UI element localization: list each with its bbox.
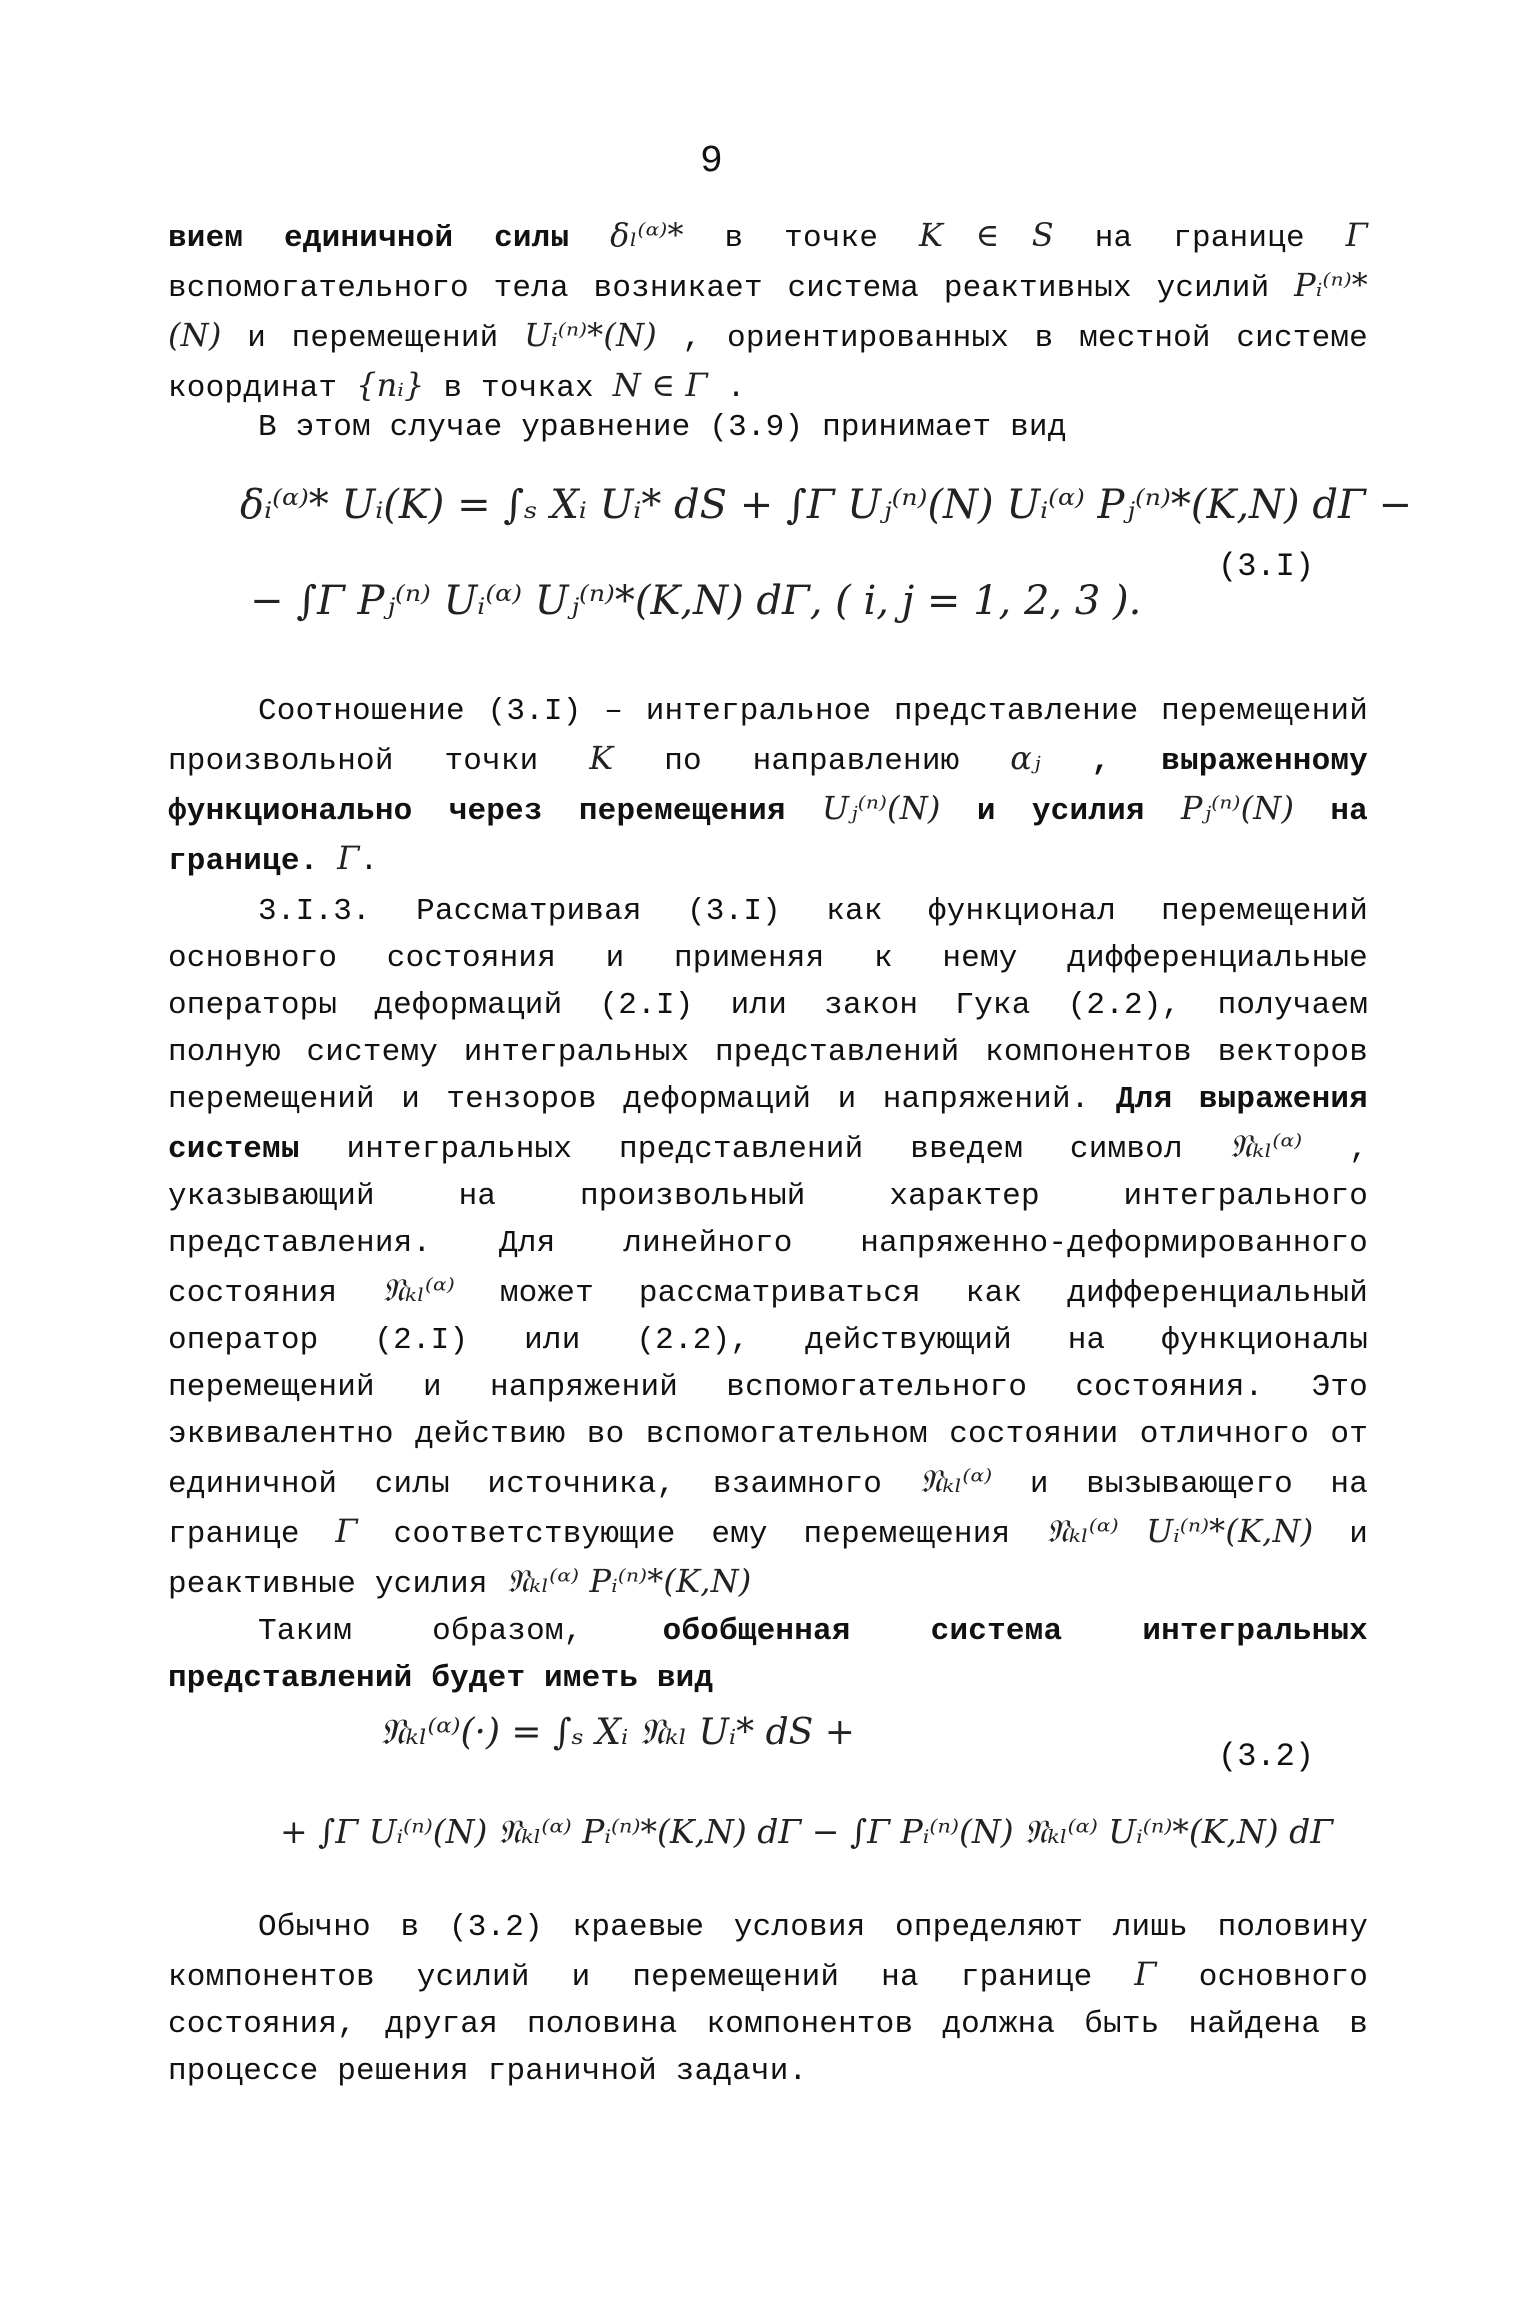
text: В этом случае уравнение (3.9) принимает вид [258, 410, 1067, 445]
text: , ориентированных в местной системе координат [168, 321, 1368, 406]
math-u: Uᵢ⁽ⁿ⁾*(N) [524, 316, 657, 354]
math-alpha: αⱼ [1010, 739, 1041, 777]
text: основного состояния, другая половина компонентов должна быть найдена в процессе решения граничной задачи. [168, 1960, 1368, 2089]
text: 3.I.3. Рассматривая (3.I) как функционал перемещений основного состояния и применяя к нему дифференциальные операторы деформаций (2.I) или закон Гука (2.2), получаем полную систему интегральных представлений компонентов векторов перемещений и тензоров деформаций и напряжений. [168, 894, 1368, 1117]
text: обобщенная система интегральных представлений будет иметь вид [168, 1614, 1368, 1696]
math-k: K [589, 739, 614, 777]
page-number: 9 [700, 140, 723, 183]
paragraph-6 [168, 1904, 1368, 2095]
math-p: Pᵢ⁽ⁿ⁾*(N) [168, 266, 1368, 354]
text: вспомогательного тела возникает система реактивных усилий [168, 271, 1270, 306]
text: Обычно в (3.2) краевые условия определяют лишь половину компонентов усилий и перемещений на границе [168, 1910, 1368, 1995]
math-gamma: Γ [1345, 216, 1369, 254]
math-gamma: Γ [1134, 1955, 1157, 1993]
paragraph-1 [168, 212, 1368, 412]
text: , выраженному функционально через перемещения [168, 744, 1368, 829]
equation-3-1-line-1: δᵢ⁽ᵅ⁾* Uᵢ(K) = ∫ₛ Xᵢ Uᵢ* dS + ∫Γ Uⱼ⁽ⁿ⁾(N) Uᵢ⁽ᵅ⁾ Pⱼ⁽ⁿ⁾*(K,N) dΓ − [240, 482, 1412, 528]
text: и перемещений [247, 321, 499, 356]
text: и вызывающего на границе [168, 1467, 1369, 1552]
math-operator: 𝔑ₖₗ⁽ᵅ⁾ [919, 1462, 993, 1500]
text: . [726, 371, 746, 406]
text: вием единичной силы [168, 221, 570, 256]
text: в точках [443, 371, 594, 406]
paragraph-4 [168, 888, 1368, 1608]
text: Для выражения системы [168, 1082, 1368, 1167]
equation-3-2-line-1: 𝔑ₖₗ⁽ᵅ⁾(·) = ∫ₛ Xᵢ 𝔑ₖₗ Uᵢ* dS + [380, 1712, 855, 1753]
math-n: {nᵢ} [356, 366, 425, 404]
paragraph-3 [168, 688, 1368, 885]
math-k-in-s: K ∈ S [918, 216, 1054, 254]
text: по направлению [664, 744, 960, 779]
text: интегральных представлений введем символ [346, 1132, 1183, 1167]
math-u: Uⱼ⁽ⁿ⁾(N) [821, 789, 941, 827]
text: , указывающий на произвольный характер интегрального представления. Для линейного напряженно-деформированного состояния [168, 1132, 1368, 1311]
equation-3-2-line-2: + ∫Γ Uᵢ⁽ⁿ⁾(N) 𝔑ₖₗ⁽ᵅ⁾ Pᵢ⁽ⁿ⁾*(K,N) dΓ − ∫Γ Pᵢ⁽ⁿ⁾(N) 𝔑ₖₗ⁽ᵅ⁾ Uᵢ⁽ⁿ⁾*(K,N) dΓ [280, 1812, 1334, 1851]
paragraph-2 [168, 404, 1368, 451]
math-operator: 𝔑ₖₗ⁽ᵅ⁾ [1229, 1127, 1303, 1165]
equation-3-1-number: (3.I) [1218, 548, 1315, 585]
text: в точке [724, 221, 879, 256]
equation-3-2-number: (3.2) [1218, 1738, 1315, 1775]
text: и реактивные усилия [168, 1517, 1368, 1602]
text: Таким образом, [258, 1614, 583, 1649]
text: может рассматриваться как дифференциальный оператор (2.I) или (2.2), действующий на функционалы перемещений и напряжений вспомогательного состояния. Это эквивалентно действию во вспомогательном состоянии отличного от единичной силы источника, взаимного [168, 1276, 1368, 1502]
text: на границе. [168, 794, 1368, 879]
text: и усилия [976, 794, 1145, 829]
text: на границе [1094, 221, 1305, 256]
text: . [359, 844, 379, 879]
text: соответствующие ему перемещения [393, 1517, 1011, 1552]
math-p: Pⱼ⁽ⁿ⁾(N) [1180, 789, 1295, 827]
math-operator: 𝔑ₖₗ⁽ᵅ⁾ [382, 1271, 455, 1309]
math-gamma: Γ [335, 1512, 358, 1550]
math-delta: δₗ⁽ᵅ⁾* [610, 216, 684, 254]
math-displacements: 𝔑ₖₗ⁽ᵅ⁾ Uᵢ⁽ⁿ⁾*(K,N) [1046, 1512, 1314, 1550]
math-reactions: 𝔑ₖₗ⁽ᵅ⁾ Pᵢ⁽ⁿ⁾*(K,N) [506, 1562, 752, 1600]
paragraph-5 [168, 1608, 1368, 1702]
math-gamma: Γ [337, 839, 360, 877]
text: Соотношение (3.I) – интегральное представление перемещений произвольной точки [168, 694, 1368, 779]
math-n-in-gamma: N ∈ Γ [612, 366, 708, 404]
equation-3-1-line-2: − ∫Γ Pⱼ⁽ⁿ⁾ Uᵢ⁽ᵅ⁾ Uⱼ⁽ⁿ⁾*(K,N) dΓ, ( i, j = 1, 2, 3 ). [250, 578, 1142, 624]
